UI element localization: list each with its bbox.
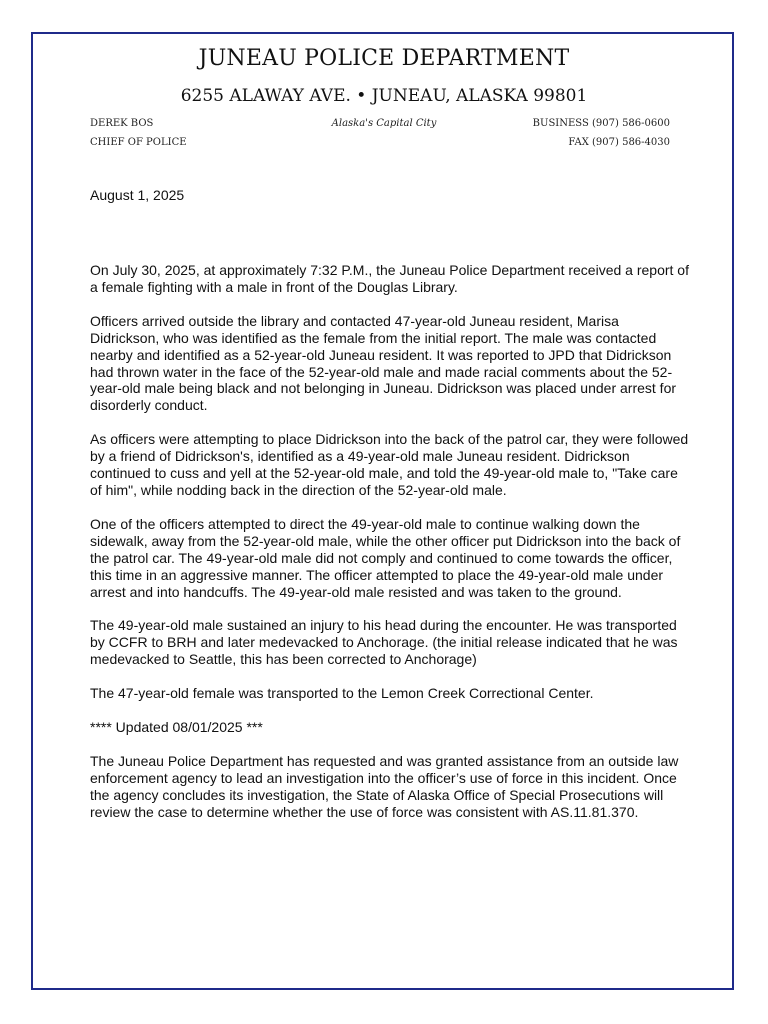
paragraph-resistance: One of the officers attempted to direct the 49-year-old male to continue walking down the sidewalk, away from the 52-year-old male, while the other officer put Didrickson into the back of the patrol car. The 49-year-old male did not comply and continued to come towards the officer, this time in an aggressive manner. The officer attempted to place the 49-year-old male under arrest and into handcuffs. The 49-year-old male resisted and was taken to the ground.	[90, 515, 681, 600]
paragraph-update-marker: **** Updated 08/01/2025 ***	[90, 719, 263, 736]
paragraph-patrol-car: As officers were attempting to place Didrickson into the back of the patrol car, they were followed by a friend of Didrickson's, identified as a 49-year-old male Juneau resident. Didrickson continued to cuss and yell at the 52-year-old male, and told the 49-year-old male to, "Take care of him", while nodding back in the direction of the 52-year-old male.	[90, 431, 689, 498]
chief-name: DEREK BOS	[90, 118, 154, 129]
business-phone: BUSINESS (907) 586-0600	[532, 118, 670, 129]
press-release-body	[90, 262, 690, 838]
department-address: 6255 ALAWAY AVE. • JUNEAU, ALASKA 99801	[180, 86, 588, 106]
department-title: JUNEAU POLICE DEPARTMENT	[198, 46, 570, 71]
paragraph-investigation: The Juneau Police Department has requested and was granted assistance from an outside law enforcement agency to lead an investigation into the officer’s use of force in this incident. Once the agency concludes its investigation, the State of Alaska Office of Special Prosecutions will review the case to determine whether the use of force was consistent with AS.11.81.370.	[90, 752, 679, 820]
paragraph-injury: The 49-year-old male sustained an injury to his head during the encounter. He was transported by CCFR to BRH and later medevacked to Anchorage. (the initial release indicated that he was medevacked to Seattle, this has been corrected to Anchorage)	[90, 617, 678, 668]
paragraph-transport: The 47-year-old female was transported to the Lemon Creek Correctional Center.	[90, 685, 594, 702]
chief-title: CHIEF OF POLICE	[90, 137, 187, 148]
fax-number: FAX (907) 586-4030	[568, 137, 670, 148]
paragraph-arrest: Officers arrived outside the library and contacted 47-year-old Juneau resident, Marisa Didrickson, who was identified as the female from the initial report. The male was contacted nearby and identified as a 52-year-old Juneau resident. It was reported to JPD that Didrickson had thrown water in the face of the 52-year-old male and made racial comments about the 52-year-old male being black and not belonging in Juneau. Didrickson was placed under arrest for disorderly conduct.	[90, 312, 677, 414]
paragraph-initial-report: On July 30, 2025, at approximately 7:32 P.M., the Juneau Police Department received a report of a female fighting with a male in front of the Douglas Library.	[90, 262, 689, 295]
release-date: August 1, 2025	[90, 187, 185, 203]
tagline: Alaska's Capital City	[331, 118, 437, 129]
